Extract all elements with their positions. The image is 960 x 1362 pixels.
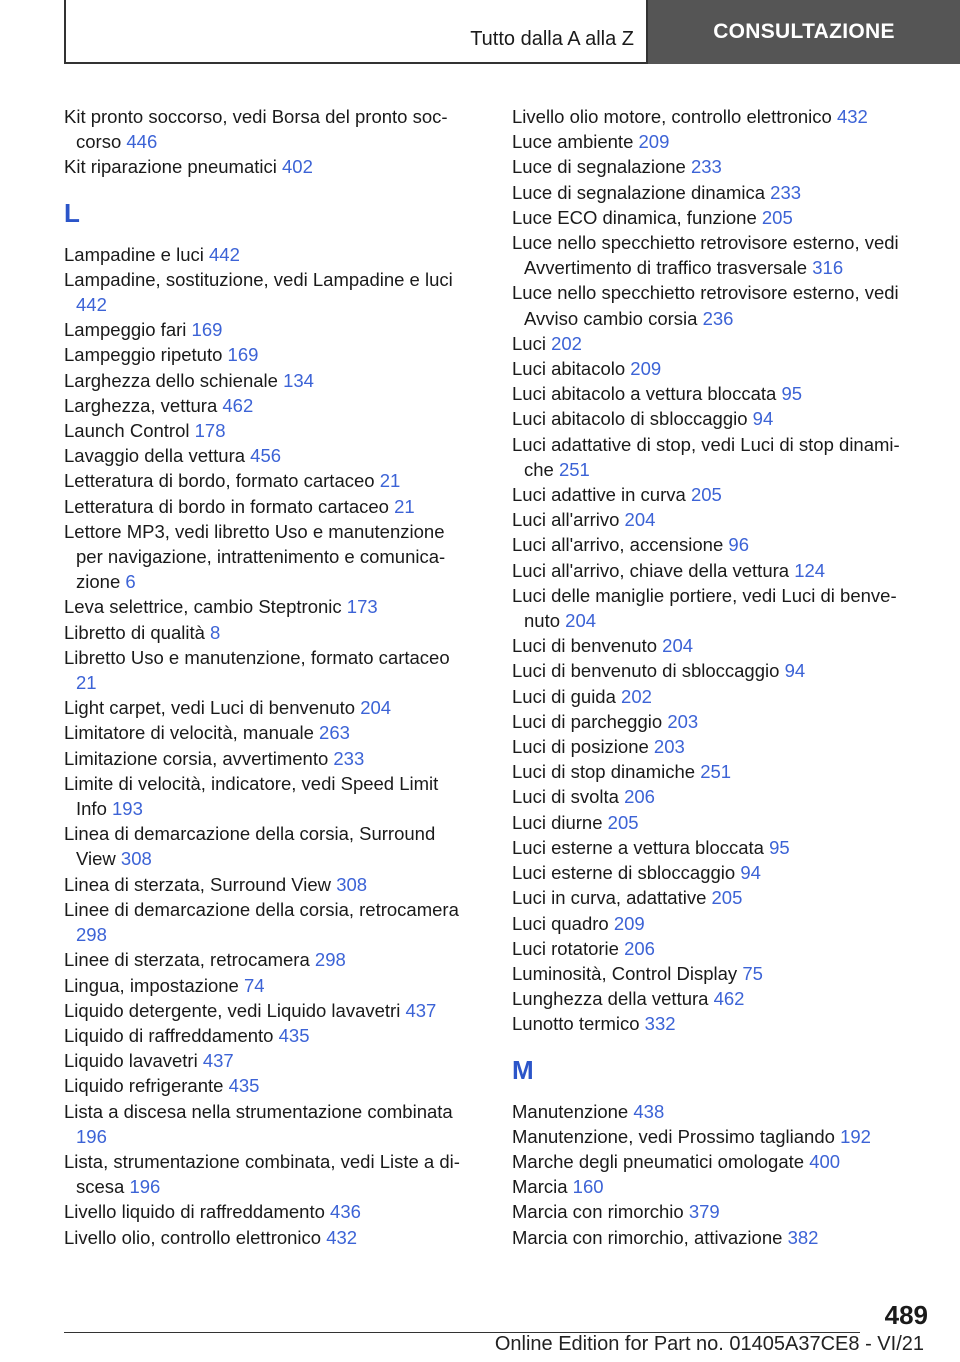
page-reference-link[interactable]: 332	[644, 1013, 676, 1035]
page-reference-link[interactable]: 205	[690, 484, 722, 506]
index-entry-text: Livello liquido di raffreddamento	[64, 1201, 325, 1223]
index-entry-text: Luce di segnalazione dinamica	[512, 181, 766, 203]
index-entry	[512, 532, 922, 557]
index-entry-text: Kit riparazione pneumatici	[64, 156, 277, 178]
index-entry	[64, 1099, 469, 1149]
index-entry-text: Luci quadro	[512, 912, 609, 934]
index-entry	[64, 998, 469, 1023]
index-entry	[512, 1099, 922, 1124]
index-entry	[64, 154, 469, 179]
index-entry-text: Luci rotatorie	[512, 937, 619, 959]
index-letter-heading: L	[64, 197, 80, 228]
page-reference-link[interactable]: 298	[314, 949, 346, 971]
page-reference-link[interactable]: 204	[624, 509, 656, 531]
page-reference-link[interactable]: 251	[558, 458, 590, 480]
index-entry	[512, 860, 922, 885]
index-entry-text: Launch Control	[64, 420, 190, 442]
index-entry	[512, 1225, 922, 1250]
page-reference-link[interactable]: 75	[742, 962, 763, 984]
index-entry	[512, 1174, 922, 1199]
index-entry	[64, 104, 469, 154]
index-entry-text: Limitazione corsia, avvertimento	[64, 747, 329, 769]
page-reference-link[interactable]: 203	[667, 710, 699, 732]
page-reference-link[interactable]: 202	[551, 332, 582, 354]
index-entry-text: Lista, strumentazione combinata, vedi Liste a discesa	[64, 1150, 460, 1198]
index-entry-text: Manutenzione, vedi Prossimo tagliando	[512, 1125, 835, 1147]
index-entry-text: Lettore MP3, vedi libretto Uso e manutenzione per navigazione, intrattenimento e comunicazione	[64, 520, 446, 593]
page-reference-link[interactable]: 462	[222, 394, 254, 416]
page-reference-link[interactable]: 205	[711, 887, 743, 909]
index-column-right	[512, 104, 922, 1250]
index-entry	[512, 381, 922, 406]
page-reference-link[interactable]: 6	[125, 571, 136, 593]
index-entry-text: Luci di stop dinamiche	[512, 761, 696, 783]
page-reference-link[interactable]: 298	[76, 924, 107, 946]
header-border-left	[64, 0, 66, 64]
index-entry-text: Luce ECO dinamica, funzione	[512, 206, 757, 228]
index-entry-text: Letteratura di bordo, formato cartaceo	[64, 470, 375, 492]
index-entry	[512, 104, 922, 129]
index-entry-text: Luci all'arrivo	[512, 509, 620, 531]
index-entry	[64, 494, 469, 519]
index-entry-text: Linea di sterzata, Surround View	[64, 873, 332, 895]
index-entry	[512, 356, 922, 381]
index-entry-text: Linee di sterzata, retrocamera	[64, 949, 310, 971]
page-reference-link[interactable]: 202	[621, 685, 652, 707]
index-entry-text: Lunghezza della vettura	[512, 988, 709, 1010]
index-entry-text: Luci esterne di sbloccaggio	[512, 862, 736, 884]
page-reference-link[interactable]: 8	[210, 621, 221, 643]
index-entry-text: Lampeggio ripetuto	[64, 344, 223, 366]
index-entry-text: Luci di benvenuto di sbloccaggio	[512, 660, 780, 682]
index-entry	[512, 180, 922, 205]
page-reference-link[interactable]: 178	[194, 420, 226, 442]
index-entry	[64, 695, 469, 720]
index-entry-text: Limite di velocità, indicatore, vedi Speed Limit Info	[64, 772, 439, 820]
page-reference-link[interactable]: 96	[728, 534, 749, 556]
index-entry	[64, 519, 469, 595]
index-entry-text: Marche degli pneumatici omologate	[512, 1150, 805, 1172]
index-entry	[512, 885, 922, 910]
page-reference-link[interactable]: 21	[379, 470, 401, 492]
page-reference-link[interactable]: 134	[283, 369, 314, 391]
index-entry	[512, 961, 922, 986]
page-reference-link[interactable]: 432	[836, 106, 868, 127]
index-entry-text: Luci all'arrivo, chiave della vettura	[512, 559, 790, 581]
page-reference-link[interactable]: 196	[76, 1125, 107, 1147]
section-tab-label: CONSULTAZIONE	[713, 20, 895, 43]
index-entry	[512, 986, 922, 1011]
index-entry	[512, 1149, 922, 1174]
index-entry-text: Luce ambiente	[512, 131, 634, 153]
index-entry	[64, 342, 469, 367]
index-entry	[512, 331, 922, 356]
index-entry	[64, 368, 469, 393]
index-entry-text: Luci delle maniglie portiere, vedi Luci di benvenuto	[512, 584, 897, 632]
page-reference-link[interactable]: 206	[624, 786, 655, 808]
index-entry-text: Libretto Uso e manutenzione, formato cartaceo	[64, 646, 450, 668]
index-entry	[512, 936, 922, 961]
page-reference-link[interactable]: 95	[769, 836, 790, 858]
index-entry	[512, 558, 922, 583]
index-entry-text: Luci di guida	[512, 685, 616, 707]
page-number: 489	[884, 1300, 928, 1330]
page-reference-link[interactable]: 169	[227, 344, 259, 366]
index-entry-text: Luci abitacolo di sbloccaggio	[512, 408, 748, 430]
page-reference-link[interactable]: 442	[209, 243, 240, 265]
page-reference-link[interactable]: 21	[394, 495, 415, 517]
page-reference-link[interactable]: 95	[781, 383, 803, 405]
page-reference-link[interactable]: 94	[752, 408, 774, 430]
index-entry-text: Kit pronto soccorso, vedi Borsa del pronto soccorso	[64, 106, 448, 153]
footer-edition: Online Edition for Part no. 01405A37CE8 - VI/21	[494, 1333, 924, 1355]
page-reference-link[interactable]: 209	[630, 358, 662, 380]
index-entry	[512, 432, 922, 482]
index-entry	[64, 645, 469, 695]
page-reference-link[interactable]: 205	[761, 206, 793, 228]
index-entry-text: Lavaggio della vettura	[64, 445, 246, 467]
index-entry-text: Lunotto termico	[512, 1013, 640, 1035]
index-entry	[64, 418, 469, 443]
page-reference-link[interactable]: 379	[688, 1201, 720, 1223]
index-entry-text: Luce di segnalazione	[512, 156, 686, 178]
index-entry	[64, 1149, 469, 1199]
index-column-left	[64, 104, 469, 1250]
index-entry-text: Lampeggio fari	[64, 319, 187, 341]
index-entry-text: Lampadine, sostituzione, vedi Lampadine e luci	[64, 268, 453, 290]
page-reference-link[interactable]: 124	[794, 559, 826, 581]
index-entry	[64, 720, 469, 745]
index-entry-text: Liquido detergente, vedi Liquido lavavetri	[64, 999, 401, 1021]
page-reference-link[interactable]: 251	[700, 761, 732, 783]
page-reference-link[interactable]: 437	[202, 1050, 234, 1072]
index-letter-heading: M	[512, 1054, 534, 1085]
index-entry	[64, 242, 469, 267]
page-reference-link[interactable]: 432	[326, 1226, 358, 1248]
page-reference-link[interactable]: 437	[405, 999, 437, 1021]
index-entry-text: Linee di demarcazione della corsia, retrocamera	[64, 898, 459, 920]
index-entry-text: Light carpet, vedi Luci di benvenuto	[64, 697, 356, 719]
index-entry-text: Linea di demarcazione della corsia, Surround View	[64, 823, 436, 870]
index-entry	[512, 205, 922, 230]
index-entry	[64, 393, 469, 418]
index-entry	[64, 1225, 469, 1250]
page-reference-link[interactable]: 400	[809, 1150, 841, 1172]
page-reference-link[interactable]: 382	[787, 1226, 819, 1248]
index-entry-text: Luci in curva, adattative	[512, 887, 707, 909]
index-entry	[64, 267, 469, 317]
page-reference-link[interactable]: 173	[346, 596, 378, 618]
index-entry-text: Liquido di raffreddamento	[64, 1024, 274, 1046]
index-entry	[512, 1124, 922, 1149]
page-reference-link[interactable]: 462	[713, 988, 745, 1010]
index-entry	[64, 947, 469, 972]
page-reference-link[interactable]: 435	[278, 1024, 310, 1046]
index-entry-text: Letteratura di bordo in formato cartaceo	[64, 495, 389, 517]
index-entry-text: Limitatore di velocità, manuale	[64, 722, 314, 744]
index-entry-text: Luci abitacolo	[512, 358, 626, 380]
page-reference-link[interactable]: 204	[360, 697, 392, 719]
index-entry-text: Luci di benvenuto	[512, 635, 658, 657]
page-reference-link[interactable]: 94	[740, 862, 761, 884]
index-entry-text: Luci diurne	[512, 811, 603, 833]
index-entry	[512, 129, 922, 154]
index-entry	[512, 684, 922, 709]
index-entry	[64, 821, 469, 871]
index-entry-text: Luci adattative di stop, vedi Luci di stop dinamiche	[512, 433, 900, 480]
index-entry	[64, 620, 469, 645]
index-entry	[64, 443, 469, 468]
index-entry	[512, 658, 922, 683]
page-reference-link[interactable]: 263	[319, 722, 350, 744]
page-reference-link[interactable]: 160	[572, 1176, 604, 1198]
index-entry-text: Luci esterne a vettura bloccata	[512, 836, 764, 858]
index-entry-text: Liquido refrigerante	[64, 1075, 224, 1097]
index-entry	[512, 154, 922, 179]
page-reference-link[interactable]: 446	[126, 131, 158, 153]
index-entry-text: Larghezza, vettura	[64, 394, 218, 416]
index-entry-text: Livello olio motore, controllo elettronico	[512, 106, 832, 127]
index-entry	[512, 835, 922, 860]
index-entry	[512, 280, 922, 330]
index-entry-text: Larghezza dello schienale	[64, 369, 278, 391]
index-entry	[512, 709, 922, 734]
index-entry	[512, 1199, 922, 1224]
index-entry-text: Liquido lavavetri	[64, 1050, 198, 1072]
index-entry	[512, 1011, 922, 1036]
chapter-title: Tutto dalla A alla Z	[470, 28, 634, 50]
page-reference-link[interactable]: 236	[702, 307, 734, 329]
index-entry-text: Luci di posizione	[512, 736, 649, 758]
index-entry	[512, 734, 922, 759]
index-entry-text: Luci abitacolo a vettura bloccata	[512, 383, 777, 405]
index-entry-text: Lista a discesa nella strumentazione combinata	[64, 1100, 453, 1122]
page-reference-link[interactable]: 233	[690, 156, 722, 178]
index-entry-text: Marcia con rimorchio	[512, 1201, 684, 1223]
index-entry-text: Luci all'arrivo, accensione	[512, 534, 724, 556]
index-entry-text: Luci di svolta	[512, 786, 619, 808]
index-entry-text: Luci	[512, 332, 546, 354]
page-reference-link[interactable]: 233	[770, 181, 802, 203]
index-entry	[64, 1073, 469, 1098]
index-entry-text: Luci adattive in curva	[512, 484, 686, 506]
index-entry	[512, 759, 922, 784]
page-reference-link[interactable]: 169	[191, 319, 223, 341]
index-entry-text: Luminosità, Control Display	[512, 962, 738, 984]
page-reference-link[interactable]: 192	[840, 1125, 871, 1147]
index-entry-text: Livello olio, controllo elettronico	[64, 1226, 322, 1248]
index-entry	[512, 583, 922, 633]
page-reference-link[interactable]: 209	[613, 912, 645, 934]
index-entry	[64, 771, 469, 821]
index-entry-text: Manutenzione	[512, 1100, 629, 1122]
index-entry-text: Luce nello specchietto retrovisore esterno, vedi Avviso cambio corsia	[512, 282, 899, 329]
page-reference-link[interactable]: 204	[662, 635, 694, 657]
page-reference-link[interactable]: 436	[330, 1201, 361, 1223]
page-reference-link[interactable]: 204	[565, 610, 597, 632]
index-entry-text: Lingua, impostazione	[64, 974, 239, 996]
index-entry	[512, 406, 922, 431]
index-entry-text: Leva selettrice, cambio Steptronic	[64, 596, 342, 618]
index-entry	[64, 872, 469, 897]
page-reference-link[interactable]: 316	[812, 257, 844, 279]
section-tab[interactable]	[648, 0, 960, 64]
page-reference-link[interactable]: 438	[633, 1100, 665, 1122]
index-entry	[512, 810, 922, 835]
index-entry	[512, 482, 922, 507]
index-entry	[512, 507, 922, 532]
index-entry	[512, 633, 922, 658]
index-entry	[64, 746, 469, 771]
page-reference-link[interactable]: 308	[120, 848, 152, 870]
index-entry	[64, 1023, 469, 1048]
index-entry	[64, 897, 469, 947]
index-entry	[64, 594, 469, 619]
index-entry-text: Luci di parcheggio	[512, 710, 663, 732]
header-border-bottom	[64, 62, 648, 64]
page-reference-link[interactable]: 456	[250, 445, 282, 467]
page-reference-link[interactable]: 205	[607, 811, 639, 833]
page-reference-link[interactable]: 435	[228, 1075, 260, 1097]
index-entry	[64, 468, 469, 493]
index-entry	[64, 317, 469, 342]
page-reference-link[interactable]: 209	[638, 131, 670, 153]
index-entry-text: Libretto di qualità	[64, 621, 205, 643]
page-reference-link[interactable]: 21	[76, 672, 97, 694]
page-reference-link[interactable]: 442	[76, 294, 107, 316]
page-reference-link[interactable]: 74	[243, 974, 265, 996]
index-entry	[512, 911, 922, 936]
index-entry	[64, 973, 469, 998]
page-reference-link[interactable]: 402	[282, 156, 313, 178]
page-reference-link[interactable]: 203	[653, 736, 685, 758]
index-entry	[64, 1199, 469, 1224]
index-entry	[64, 1048, 469, 1073]
index-entry-text: Luce nello specchietto retrovisore esterno, vedi Avvertimento di traffico trasversale	[512, 232, 899, 279]
page-reference-link[interactable]: 196	[129, 1176, 161, 1198]
index-entry-text: Marcia	[512, 1176, 568, 1198]
page-reference-link[interactable]: 233	[333, 747, 365, 769]
page-reference-link[interactable]: 193	[112, 798, 143, 820]
index-entry-text: Lampadine e luci	[64, 243, 204, 265]
page-reference-link[interactable]: 308	[336, 873, 368, 895]
page-reference-link[interactable]: 206	[624, 937, 655, 959]
index-entry-text: Marcia con rimorchio, attivazione	[512, 1226, 783, 1248]
index-entry	[512, 230, 922, 280]
index-entry	[512, 784, 922, 809]
page-reference-link[interactable]: 94	[784, 660, 806, 682]
